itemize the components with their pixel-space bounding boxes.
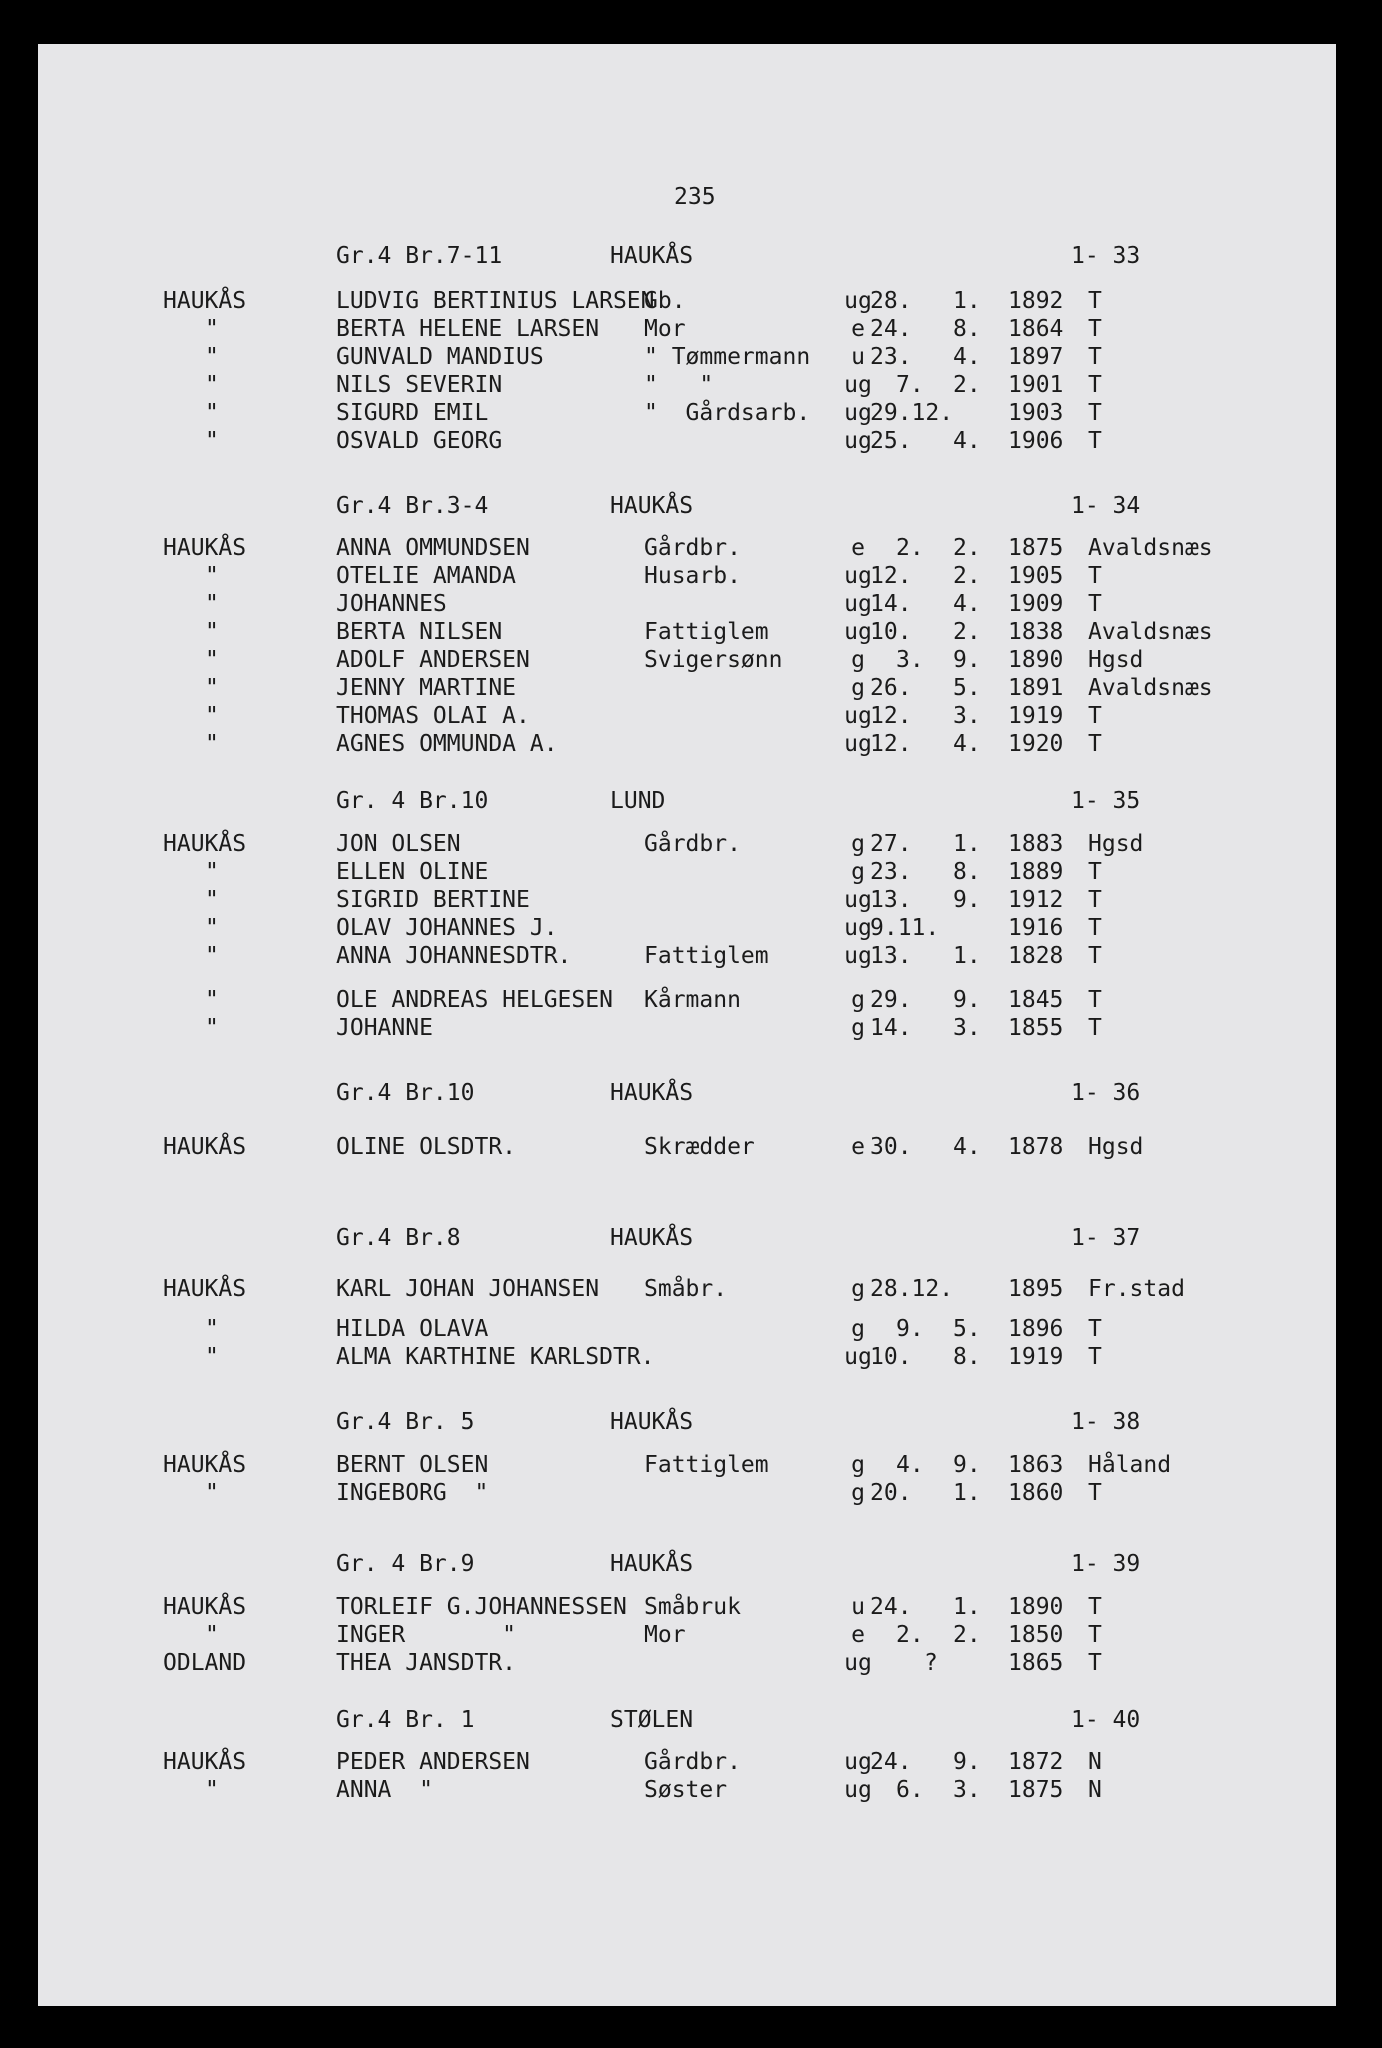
page-number: 235 xyxy=(674,184,716,210)
row-birth-day: 2. xyxy=(896,1622,924,1648)
row-birth-month: 4. xyxy=(953,1134,981,1160)
row-name: BERTA HELENE LARSEN xyxy=(336,316,600,342)
row-place: HAUKÅS xyxy=(163,535,247,561)
section-group-ref: Gr.4 Br. 1 xyxy=(336,1707,475,1733)
row-birth-day: 13. xyxy=(870,943,912,969)
row-birth-year: 1912 xyxy=(1008,887,1064,913)
row-place: " xyxy=(205,987,219,1013)
section-group-ref: Gr. 4 Br.9 xyxy=(336,1551,475,1577)
row-birth-year: 1863 xyxy=(1008,1452,1064,1478)
section-group-ref: Gr.4 Br. 5 xyxy=(336,1409,475,1435)
row-name: INGER " xyxy=(336,1622,517,1648)
row-birth-month: 9. xyxy=(953,647,981,673)
row-marital-status: u xyxy=(851,1594,865,1620)
row-marital-status: ug xyxy=(844,731,872,757)
row-birthplace: T xyxy=(1088,731,1102,757)
row-name: OSVALD GEORG xyxy=(336,428,503,454)
row-birthplace: T xyxy=(1088,316,1102,342)
row-birth-day: ? xyxy=(924,1650,938,1676)
row-birth-day: 14. xyxy=(870,1015,912,1041)
section-farm-name: HAUKÅS xyxy=(610,1080,694,1106)
row-birth-day: 9.11. xyxy=(870,915,940,941)
row-name: OLE ANDREAS HELGESEN xyxy=(336,987,613,1013)
row-place: " xyxy=(205,887,219,913)
row-birth-day: 20. xyxy=(870,1480,912,1506)
row-birth-day: 29. xyxy=(870,987,912,1013)
row-birth-day: 12. xyxy=(870,703,912,729)
row-birth-month: 1. xyxy=(953,943,981,969)
row-marital-status: ug xyxy=(844,887,872,913)
row-name: JOHANNES xyxy=(336,591,447,617)
row-birth-month: 4. xyxy=(953,428,981,454)
row-place: " xyxy=(205,1480,219,1506)
row-place: HAUKÅS xyxy=(163,1276,247,1302)
row-place: " xyxy=(205,316,219,342)
row-name: ELLEN OLINE xyxy=(336,859,489,885)
row-birthplace: T xyxy=(1088,400,1102,426)
row-marital-status: e xyxy=(851,535,865,561)
row-marital-status: g xyxy=(851,1276,865,1302)
row-birthplace: T xyxy=(1088,1594,1102,1620)
row-birthplace: T xyxy=(1088,859,1102,885)
row-birth-month: 4. xyxy=(953,591,981,617)
row-name: ANNA OMMUNDSEN xyxy=(336,535,530,561)
row-birth-year: 1890 xyxy=(1008,647,1064,673)
row-birth-year: 1889 xyxy=(1008,859,1064,885)
row-role: Gårdbr. xyxy=(644,831,741,857)
row-marital-status: e xyxy=(851,1134,865,1160)
row-name: INGEBORG " xyxy=(336,1480,489,1506)
row-birth-day: 26. xyxy=(870,675,912,701)
row-place: " xyxy=(205,859,219,885)
row-birthplace: Håland xyxy=(1088,1452,1172,1478)
row-name: PEDER ANDERSEN xyxy=(336,1749,530,1775)
row-role: " " xyxy=(644,372,714,398)
row-birth-month: 1. xyxy=(953,1480,981,1506)
row-birth-month: 8. xyxy=(953,316,981,342)
row-place: " xyxy=(205,428,219,454)
row-role: Mor xyxy=(644,1622,686,1648)
row-marital-status: ug xyxy=(844,1650,872,1676)
row-birth-day: 30. xyxy=(870,1134,912,1160)
row-birth-year: 1855 xyxy=(1008,1015,1064,1041)
row-place: HAUKÅS xyxy=(163,1452,247,1478)
row-marital-status: g xyxy=(851,1015,865,1041)
row-place: " xyxy=(205,1622,219,1648)
row-marital-status: ug xyxy=(844,591,872,617)
row-name: TORLEIF G.JOHANNESSEN xyxy=(336,1594,627,1620)
row-marital-status: g xyxy=(851,647,865,673)
row-name: OLINE OLSDTR. xyxy=(336,1134,517,1160)
row-marital-status: g xyxy=(851,859,865,885)
row-role: Fattiglem xyxy=(644,619,769,645)
section-number: 1- 38 xyxy=(1071,1409,1141,1435)
row-birth-day: 7. xyxy=(896,372,924,398)
row-place: " xyxy=(205,1316,219,1342)
row-birth-day: 4. xyxy=(896,1452,924,1478)
row-birthplace: Avaldsnæs xyxy=(1088,619,1213,645)
row-birthplace: Avaldsnæs xyxy=(1088,535,1213,561)
row-marital-status: g xyxy=(851,831,865,857)
row-birth-year: 1901 xyxy=(1008,372,1064,398)
row-birth-day: 24. xyxy=(870,316,912,342)
row-birth-year: 1872 xyxy=(1008,1749,1064,1775)
row-birth-month: 9. xyxy=(953,1452,981,1478)
row-name: BERTA NILSEN xyxy=(336,619,503,645)
row-birth-year: 1920 xyxy=(1008,731,1064,757)
row-place: " xyxy=(205,647,219,673)
section-farm-name: STØLEN xyxy=(610,1707,694,1733)
row-birth-month: 4. xyxy=(953,344,981,370)
row-marital-status: g xyxy=(851,1316,865,1342)
row-birthplace: T xyxy=(1088,428,1102,454)
row-birth-day: 14. xyxy=(870,591,912,617)
row-birth-day: 2. xyxy=(896,535,924,561)
row-name: ANNA JOHANNESDTR. xyxy=(336,943,572,969)
row-birth-year: 1909 xyxy=(1008,591,1064,617)
row-birth-day: 25. xyxy=(870,428,912,454)
row-place: " xyxy=(205,1777,219,1803)
row-birth-year: 1890 xyxy=(1008,1594,1064,1620)
row-birth-year: 1875 xyxy=(1008,1777,1064,1803)
row-birthplace: T xyxy=(1088,943,1102,969)
row-marital-status: ug xyxy=(844,703,872,729)
row-name: AGNES OMMUNDA A. xyxy=(336,731,558,757)
row-role: " Tømmermann xyxy=(644,344,811,370)
row-name: NILS SEVERIN xyxy=(336,372,503,398)
row-place: ODLAND xyxy=(163,1650,247,1676)
row-birthplace: T xyxy=(1088,563,1102,589)
section-farm-name: HAUKÅS xyxy=(610,243,694,269)
row-birthplace: T xyxy=(1088,1480,1102,1506)
row-name: ALMA KARTHINE KARLSDTR. xyxy=(336,1344,655,1370)
row-name: THOMAS OLAI A. xyxy=(336,703,530,729)
row-birth-day: 23. xyxy=(870,859,912,885)
row-birth-day: 10. xyxy=(870,619,912,645)
row-name: HILDA OLAVA xyxy=(336,1316,489,1342)
row-marital-status: ug xyxy=(844,1777,872,1803)
row-birth-year: 1891 xyxy=(1008,675,1064,701)
row-place: HAUKÅS xyxy=(163,288,247,314)
row-birthplace: T xyxy=(1088,703,1102,729)
row-birth-month: 1. xyxy=(953,1594,981,1620)
row-birth-month: 3. xyxy=(953,1015,981,1041)
row-place: " xyxy=(205,344,219,370)
row-name: SIGRID BERTINE xyxy=(336,887,530,913)
row-birth-month: 2. xyxy=(953,372,981,398)
row-place: " xyxy=(205,400,219,426)
row-birth-year: 1883 xyxy=(1008,831,1064,857)
row-name: THEA JANSDTR. xyxy=(336,1650,517,1676)
row-birth-day: 3. xyxy=(896,647,924,673)
section-farm-name: HAUKÅS xyxy=(610,1409,694,1435)
row-birth-month: 2. xyxy=(953,563,981,589)
row-role: Mor xyxy=(644,316,686,342)
row-birthplace: N xyxy=(1088,1749,1102,1775)
row-marital-status: ug xyxy=(844,428,872,454)
section-number: 1- 40 xyxy=(1071,1707,1141,1733)
row-name: JOHANNE xyxy=(336,1015,433,1041)
row-role: Gårdbr. xyxy=(644,535,741,561)
row-birth-day: 24. xyxy=(870,1594,912,1620)
row-place: HAUKÅS xyxy=(163,1749,247,1775)
row-birthplace: Avaldsnæs xyxy=(1088,675,1213,701)
row-birth-year: 1919 xyxy=(1008,1344,1064,1370)
row-birth-year: 1860 xyxy=(1008,1480,1064,1506)
row-birth-year: 1828 xyxy=(1008,943,1064,969)
row-birthplace: T xyxy=(1088,591,1102,617)
row-name: OTELIE AMANDA xyxy=(336,563,517,589)
row-marital-status: ug xyxy=(844,1749,872,1775)
row-place: " xyxy=(205,563,219,589)
row-birthplace: Hgsd xyxy=(1088,831,1144,857)
row-role: Gb. xyxy=(644,288,686,314)
row-birth-month: 9. xyxy=(953,987,981,1013)
section-group-ref: Gr.4 Br.7-11 xyxy=(336,243,503,269)
row-marital-status: ug xyxy=(844,619,872,645)
row-name: OLAV JOHANNES J. xyxy=(336,915,558,941)
row-place: HAUKÅS xyxy=(163,831,247,857)
row-birthplace: T xyxy=(1088,372,1102,398)
section-number: 1- 34 xyxy=(1071,493,1141,519)
row-place: " xyxy=(205,591,219,617)
row-place: " xyxy=(205,372,219,398)
row-birth-month: 8. xyxy=(953,859,981,885)
row-birthplace: T xyxy=(1088,1015,1102,1041)
row-role: Fattiglem xyxy=(644,1452,769,1478)
row-name: BERNT OLSEN xyxy=(336,1452,489,1478)
row-birth-month: 5. xyxy=(953,675,981,701)
section-farm-name: LUND xyxy=(610,788,666,814)
row-birth-month: 9. xyxy=(953,887,981,913)
row-name: KARL JOHAN JOHANSEN xyxy=(336,1276,600,1302)
row-place: " xyxy=(205,943,219,969)
row-birth-month: 9. xyxy=(953,1749,981,1775)
row-birthplace: T xyxy=(1088,915,1102,941)
row-birthplace: T xyxy=(1088,1344,1102,1370)
row-birth-year: 1838 xyxy=(1008,619,1064,645)
row-birth-year: 1865 xyxy=(1008,1650,1064,1676)
row-birth-year: 1919 xyxy=(1008,703,1064,729)
row-marital-status: ug xyxy=(844,288,872,314)
row-marital-status: ug xyxy=(844,372,872,398)
section-farm-name: HAUKÅS xyxy=(610,493,694,519)
row-role: Skrædder xyxy=(644,1134,755,1160)
row-marital-status: g xyxy=(851,1480,865,1506)
row-birth-month: 8. xyxy=(953,1344,981,1370)
row-name: ANNA " xyxy=(336,1777,433,1803)
row-birth-year: 1892 xyxy=(1008,288,1064,314)
row-role: Fattiglem xyxy=(644,943,769,969)
row-marital-status: g xyxy=(851,987,865,1013)
row-birth-year: 1845 xyxy=(1008,987,1064,1013)
row-birth-day: 12. xyxy=(870,563,912,589)
row-birth-month: 5. xyxy=(953,1316,981,1342)
row-birth-year: 1878 xyxy=(1008,1134,1064,1160)
row-marital-status: g xyxy=(851,675,865,701)
row-place: " xyxy=(205,915,219,941)
row-birthplace: T xyxy=(1088,1650,1102,1676)
row-birth-day: 24. xyxy=(870,1749,912,1775)
row-role: Kårmann xyxy=(644,987,741,1013)
row-birth-day: 13. xyxy=(870,887,912,913)
row-birth-day: 6. xyxy=(896,1777,924,1803)
row-place: " xyxy=(205,703,219,729)
row-place: " xyxy=(205,675,219,701)
row-birth-year: 1895 xyxy=(1008,1276,1064,1302)
row-role: Gårdbr. xyxy=(644,1749,741,1775)
row-name: JON OLSEN xyxy=(336,831,461,857)
row-birth-day: 29.12. xyxy=(870,400,954,426)
row-place: " xyxy=(205,731,219,757)
row-role: Svigersønn xyxy=(644,647,783,673)
row-birthplace: T xyxy=(1088,288,1102,314)
section-group-ref: Gr.4 Br.10 xyxy=(336,1080,475,1106)
row-birth-year: 1905 xyxy=(1008,563,1064,589)
row-birthplace: Hgsd xyxy=(1088,647,1144,673)
row-place: " xyxy=(205,1015,219,1041)
section-farm-name: HAUKÅS xyxy=(610,1225,694,1251)
section-number: 1- 37 xyxy=(1071,1225,1141,1251)
row-birth-year: 1896 xyxy=(1008,1316,1064,1342)
section-group-ref: Gr.4 Br.8 xyxy=(336,1225,461,1251)
row-birthplace: N xyxy=(1088,1777,1102,1803)
row-place: HAUKÅS xyxy=(163,1134,247,1160)
row-birth-month: 4. xyxy=(953,731,981,757)
row-name: ADOLF ANDERSEN xyxy=(336,647,530,673)
row-place: " xyxy=(205,619,219,645)
row-marital-status: ug xyxy=(844,915,872,941)
section-farm-name: HAUKÅS xyxy=(610,1551,694,1577)
row-birth-day: 9. xyxy=(896,1316,924,1342)
row-birth-day: 28. xyxy=(870,288,912,314)
row-birth-year: 1916 xyxy=(1008,915,1064,941)
section-group-ref: Gr.4 Br.3-4 xyxy=(336,493,489,519)
row-birthplace: T xyxy=(1088,987,1102,1013)
row-birth-month: 2. xyxy=(953,535,981,561)
row-birth-month: 1. xyxy=(953,831,981,857)
row-role: Søster xyxy=(644,1777,728,1803)
row-birth-year: 1897 xyxy=(1008,344,1064,370)
row-role: " Gårdsarb. xyxy=(644,400,811,426)
row-birth-month: 3. xyxy=(953,703,981,729)
row-role: Småbr. xyxy=(644,1276,728,1302)
row-birth-year: 1850 xyxy=(1008,1622,1064,1648)
row-role: Husarb. xyxy=(644,563,741,589)
row-name: GUNVALD MANDIUS xyxy=(336,344,544,370)
row-marital-status: u xyxy=(851,344,865,370)
row-birth-month: 1. xyxy=(953,288,981,314)
row-marital-status: ug xyxy=(844,563,872,589)
section-number: 1- 39 xyxy=(1071,1551,1141,1577)
row-birth-day: 10. xyxy=(870,1344,912,1370)
row-birthplace: T xyxy=(1088,344,1102,370)
row-marital-status: ug xyxy=(844,943,872,969)
row-marital-status: e xyxy=(851,316,865,342)
row-place: HAUKÅS xyxy=(163,1594,247,1620)
section-group-ref: Gr. 4 Br.10 xyxy=(336,788,489,814)
row-name: JENNY MARTINE xyxy=(336,675,517,701)
row-marital-status: ug xyxy=(844,400,872,426)
row-name: LUDVIG BERTINIUS LARSEN xyxy=(336,288,655,314)
row-birthplace: Hgsd xyxy=(1088,1134,1144,1160)
row-marital-status: g xyxy=(851,1452,865,1478)
row-marital-status: e xyxy=(851,1622,865,1648)
row-birth-month: 2. xyxy=(953,1622,981,1648)
row-birth-year: 1906 xyxy=(1008,428,1064,454)
row-role: Småbruk xyxy=(644,1594,741,1620)
row-birth-year: 1864 xyxy=(1008,316,1064,342)
row-birth-day: 28.12. xyxy=(870,1276,954,1302)
row-birthplace: T xyxy=(1088,887,1102,913)
section-number: 1- 36 xyxy=(1071,1080,1141,1106)
row-birthplace: T xyxy=(1088,1622,1102,1648)
row-birth-day: 23. xyxy=(870,344,912,370)
row-marital-status: ug xyxy=(844,1344,872,1370)
section-number: 1- 35 xyxy=(1071,788,1141,814)
row-birth-month: 3. xyxy=(953,1777,981,1803)
row-birth-day: 27. xyxy=(870,831,912,857)
row-birth-year: 1875 xyxy=(1008,535,1064,561)
row-birth-month: 2. xyxy=(953,619,981,645)
row-birth-day: 12. xyxy=(870,731,912,757)
row-birthplace: T xyxy=(1088,1316,1102,1342)
row-birth-year: 1903 xyxy=(1008,400,1064,426)
row-place: " xyxy=(205,1344,219,1370)
row-birthplace: Fr.stad xyxy=(1088,1276,1185,1302)
section-number: 1- 33 xyxy=(1071,243,1141,269)
row-name: SIGURD EMIL xyxy=(336,400,489,426)
